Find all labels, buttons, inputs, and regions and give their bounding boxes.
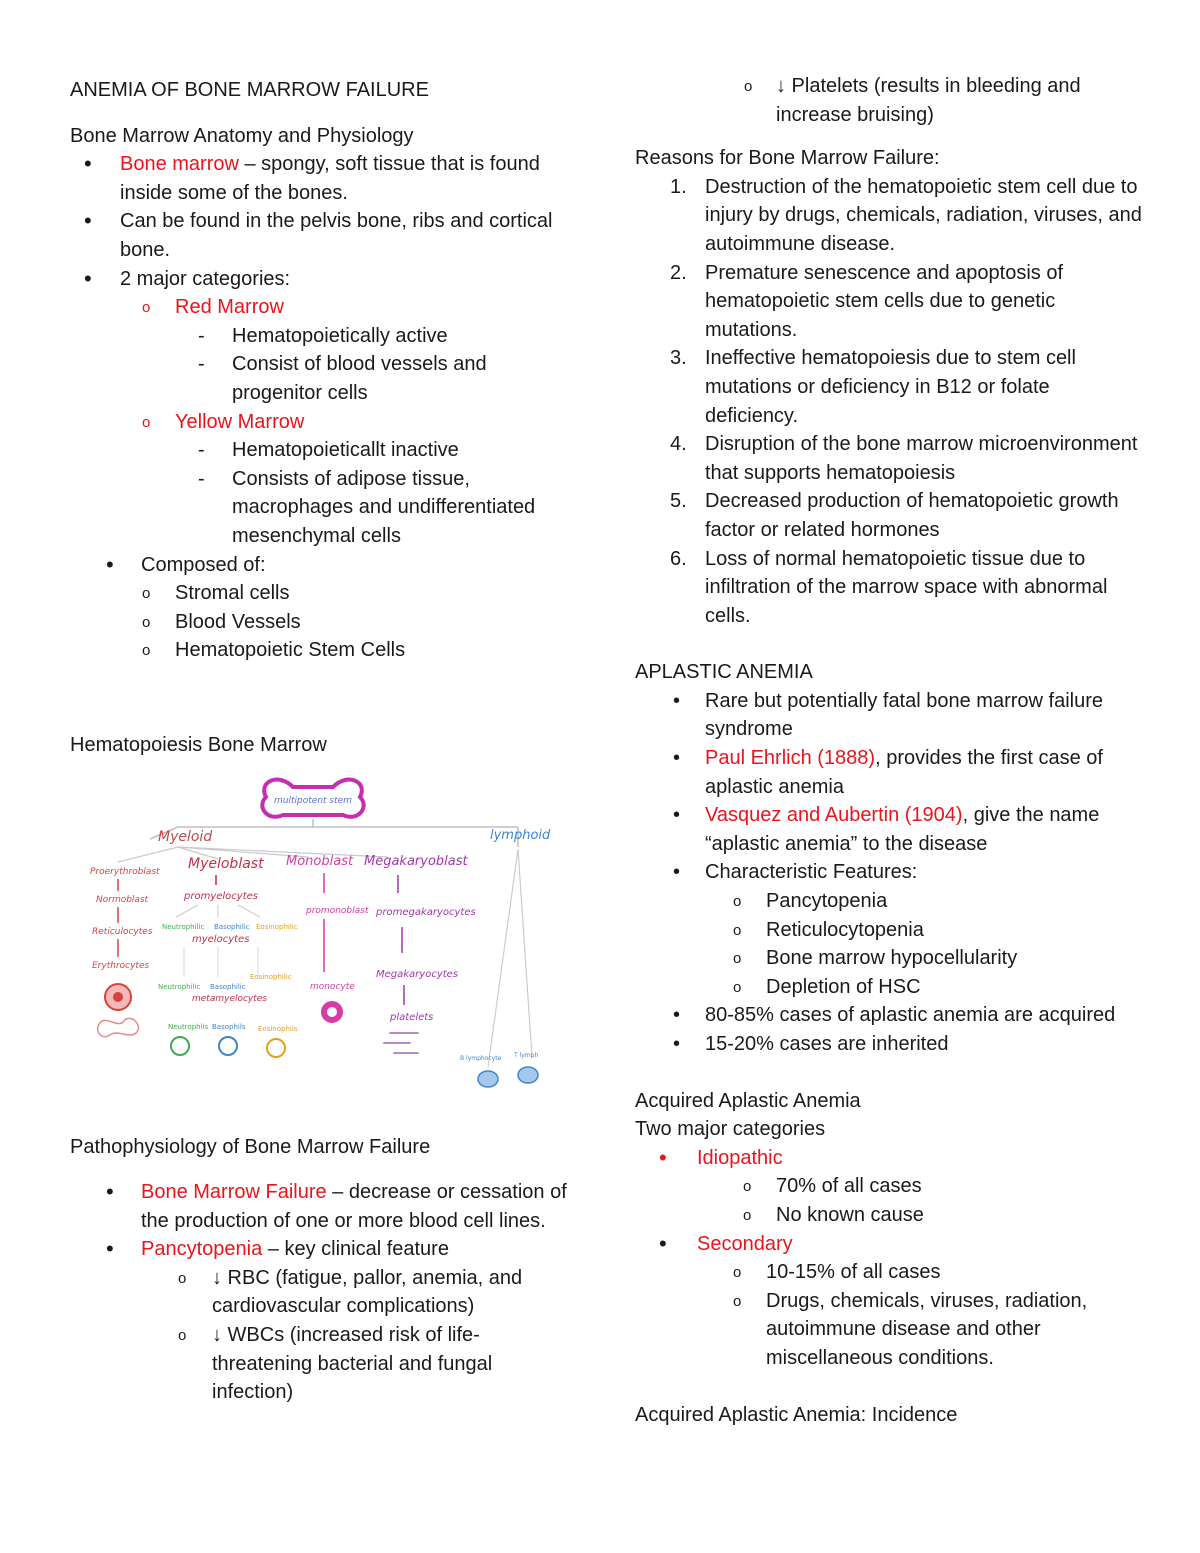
list-item: 1. Destruction of the hematopoietic stem cell due to injury by drugs, chemicals, radiation, viruses, and autoimmune disease. [670, 175, 1142, 255]
monoblast-label: Monoblast [286, 854, 354, 870]
myeloid-label: Myeloid [158, 829, 213, 846]
lymphoid-label: lymphoid [490, 828, 551, 844]
list-item: o 70% of all cases [635, 1172, 1145, 1201]
myelocytes-label: myelocytes [192, 934, 250, 946]
list-item: 5. Decreased production of hematopoietic growth factor or related hormones [670, 490, 1119, 541]
metamyelocytes-label: metamyelocytes [192, 994, 268, 1005]
t-lymphocyte-label: T lymph [514, 1052, 539, 1060]
stem-label: multipotent stem [274, 796, 352, 807]
list-item: • 80-85% cases of aplastic anemia are acquired [673, 1004, 1116, 1027]
left-column [70, 72, 570, 1407]
acquired-heading: Acquired Aplastic Anemia [635, 1089, 861, 1112]
branch-line [178, 819, 518, 827]
aplastic-heading: APLASTIC ANEMIA [635, 661, 813, 684]
list-item: 6. Loss of normal hematopoietic tissue due to infiltration of the marrow space with abnormal cells. [670, 547, 1108, 627]
proerythroblast-label: Proerythroblast [90, 867, 160, 878]
eosinophilic-label: Eosinophilic [256, 923, 298, 932]
platelets-list [635, 72, 1145, 129]
list-item: o Hematopoietic Stem Cells [70, 636, 570, 665]
list-item: o Bone marrow hypocellularity [635, 944, 1145, 973]
secondary-item: • Secondary [635, 1230, 1145, 1259]
list-item: • Bone Marrow Failure – decrease or cessation of the production of one or more blood cell lines. [70, 1178, 570, 1235]
promyelocytes-label: promyelocytes [184, 891, 258, 903]
list-item: o Blood Vessels [70, 608, 570, 637]
monocyte-nucleus [327, 1007, 337, 1017]
list-item: • 15-20% cases are inherited [673, 1033, 949, 1055]
eosinophilic-label-2: Eosinophilic [250, 973, 292, 982]
erythrocytes-label: Erythrocytes [92, 961, 150, 972]
granulocyte-lines [184, 947, 258, 977]
yellow-marrow-item: o Yellow Marrow [70, 408, 570, 437]
incidence-heading: Acquired Aplastic Anemia: Incidence [635, 1403, 958, 1426]
promonoblast-label: promonoblast [306, 906, 369, 917]
pathophysiology-heading: Pathophysiology of Bone Marrow Failure [70, 1136, 431, 1159]
eosinophils-label: Eosinophils [258, 1025, 298, 1034]
b-lymphocyte-cell [478, 1071, 498, 1087]
promegakaryocytes-label: promegakaryocytes [376, 907, 476, 919]
basophil-cell [219, 1037, 237, 1055]
hematopoiesis-diagram [88, 767, 568, 1097]
eosinophil-cell [267, 1039, 285, 1057]
idiopathic-item: • Idiopathic [635, 1144, 1145, 1173]
right-column [635, 72, 1145, 1429]
myeloblast-label: Myeloblast [188, 856, 264, 873]
neutrophilic-label: Neutrophilic [162, 923, 205, 932]
t-lymphocyte-cell [518, 1067, 538, 1083]
reticulocytes-label: Reticulocytes [92, 927, 153, 938]
b-lymphocyte-label: B lymphocyte [460, 1055, 502, 1063]
list-item: o Reticulocytopenia [635, 916, 1145, 945]
document-title: ANEMIA OF BONE MARROW FAILURE [70, 79, 429, 101]
megakaryocytes-label: Megakaryocytes [376, 969, 459, 981]
list-item: - Hematopoieticallt inactive [70, 436, 570, 465]
platelets-label: platelets [390, 1012, 434, 1024]
pathophysiology-list [70, 1178, 570, 1407]
list-item: • 2 major categories: [70, 265, 570, 294]
list-item: o ↓ Platelets (results in bleeding and increase bruising) [635, 72, 1145, 129]
list-item: 2. Premature senescence and apoptosis of hematopoietic stem cells due to genetic mutations. [670, 261, 1063, 341]
hematopoiesis-heading: Hematopoiesis Bone Marrow [70, 733, 327, 756]
list-item: • Rare but potentially fatal bone marrow failure syndrome [673, 689, 1103, 741]
megakaryoblast-label: Megakaryoblast [364, 854, 468, 870]
list-item: - Consist of blood vessels and progenitor cells [70, 350, 570, 407]
basophilic-label-2: Basophilic [210, 983, 246, 992]
neutrophil-cell [171, 1037, 189, 1055]
normoblast-label: Normoblast [96, 895, 149, 906]
list-item: - Consists of adipose tissue, macrophages and undifferentiated mesenchymal cells [70, 465, 570, 551]
platelet-shapes [384, 1033, 418, 1053]
reasons-list [635, 173, 1145, 631]
neutrophils-label: Neutrophils [168, 1023, 209, 1032]
aplastic-list [635, 687, 1145, 1059]
acquired-list [635, 1144, 1145, 1373]
list-item: • Paul Ehrlich (1888), provides the first case of aplastic anemia [673, 747, 1103, 798]
red-cells-shape [98, 1019, 139, 1037]
neutrophilic-label-2: Neutrophilic [158, 983, 201, 992]
acquired-subheading: Two major categories [635, 1118, 826, 1141]
list-item: • Pancytopenia – key clinical feature [70, 1235, 570, 1264]
list-item: o ↓ RBC (fatigue, pallor, anemia, and cardiovascular complications) [70, 1264, 570, 1321]
basophilic-label: Basophilic [214, 923, 250, 932]
erythrocyte-nucleus [113, 992, 123, 1002]
monocyte-label: monocyte [310, 982, 355, 993]
anatomy-list [70, 150, 570, 665]
reasons-heading: Reasons for Bone Marrow Failure: [635, 147, 940, 170]
lymphoid-branch [488, 849, 532, 1067]
list-item: o ↓ WBCs (increased risk of life-threatening bacterial and fungal infection) [70, 1321, 570, 1407]
list-item: o No known cause [635, 1201, 1145, 1230]
list-item: o Drugs, chemicals, viruses, radiation, autoimmune disease and other miscellaneous conditions. [635, 1287, 1145, 1373]
list-item: • Can be found in the pelvis bone, ribs and cortical bone. [70, 207, 570, 264]
list-item: o Depletion of HSC [635, 973, 1145, 1002]
list-item: 3. Ineffective hematopoiesis due to stem cell mutations or deficiency in B12 or folate deficiency. [670, 347, 1076, 427]
list-item: • Vasquez and Aubertin (1904), give the name “aplastic anemia” to the disease [673, 804, 1100, 855]
list-item: o Stromal cells [70, 579, 570, 608]
red-marrow-item: o Red Marrow [70, 293, 570, 322]
list-item: • Composed of: [70, 551, 570, 580]
basophils-label: Basophils [212, 1023, 246, 1032]
anatomy-heading: Bone Marrow Anatomy and Physiology [70, 124, 414, 147]
list-item: - Hematopoietically active [70, 322, 570, 351]
list-item: • Bone marrow – spongy, soft tissue that is found inside some of the bones. [70, 150, 570, 207]
list-item: 4. Disruption of the bone marrow microenvironment that supports hematopoiesis [670, 433, 1138, 484]
list-item: • Characteristic Features: [673, 861, 918, 884]
granulocyte-branch [176, 905, 260, 917]
list-item: o Pancytopenia [635, 887, 1145, 916]
list-item: o 10-15% of all cases [635, 1258, 1145, 1287]
